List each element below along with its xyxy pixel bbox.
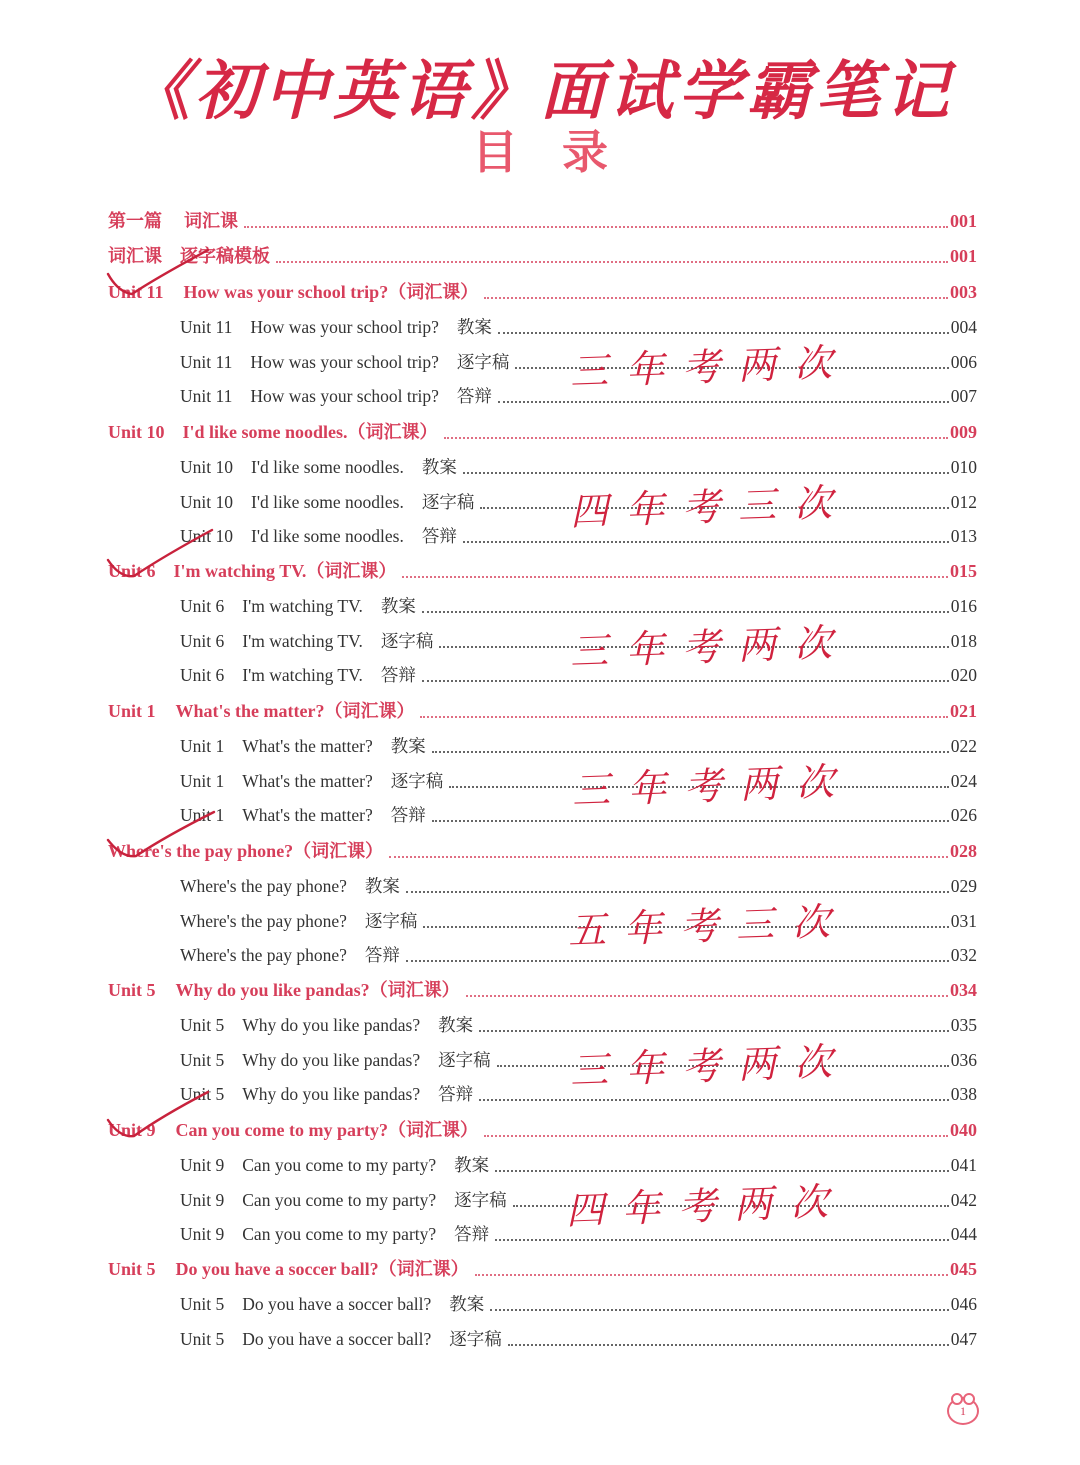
toc-page-number: 012 (950, 492, 977, 512)
toc-unit: Unit 9 (180, 1155, 225, 1175)
toc-title: Why do you like pandas?（词汇课） (175, 980, 460, 1000)
page-number-badge (947, 1397, 979, 1425)
toc-label (180, 906, 417, 936)
dot-leader (432, 819, 949, 822)
toc-title: I'd like some noodles. (251, 457, 404, 477)
toc-section-row[interactable] (108, 1254, 977, 1284)
handwritten-note: 五年考三次 (567, 899, 849, 953)
toc-label (108, 1254, 469, 1284)
toc-kind: 答辩 (456, 386, 492, 406)
badge-ear-icon (963, 1393, 975, 1405)
toc-unit: 第一篇 (108, 211, 162, 231)
dot-leader (498, 331, 949, 334)
toc-unit: Unit 10 (180, 457, 233, 477)
toc-page-number: 045 (950, 1259, 977, 1279)
toc-kind: 逐字稿 (380, 631, 434, 651)
toc-title: Do you have a soccer ball? (242, 1294, 432, 1314)
dot-leader (479, 1029, 949, 1032)
toc-page-number: 001 (950, 211, 977, 231)
toc-page-number: 031 (950, 911, 977, 931)
toc-title: 词汇课 (184, 211, 238, 231)
toc-section-row[interactable] (108, 241, 977, 271)
toc-label (180, 766, 443, 796)
toc-unit: Unit 6 (180, 665, 225, 685)
toc-page-number: 042 (950, 1190, 977, 1210)
toc-unit: Unit 9 (180, 1224, 225, 1244)
toc-kind: 逐字稿 (454, 1190, 507, 1210)
toc-entry-row[interactable] (180, 1150, 977, 1180)
dot-leader (422, 679, 949, 682)
toc-kind: 逐字稿 (456, 352, 510, 372)
handwritten-note: 三年考两次 (569, 620, 851, 674)
toc-unit: Unit 5 (180, 1050, 225, 1070)
toc-title: What's the matter? (242, 805, 373, 825)
toc-page-number: 013 (950, 526, 977, 546)
dot-leader (276, 260, 948, 263)
toc-page-number: 003 (950, 282, 977, 302)
toc-label (108, 417, 438, 447)
handwritten-note: 三年考两次 (569, 1039, 851, 1093)
toc-entry-row[interactable] (180, 731, 977, 761)
toc-page-number: 024 (950, 771, 977, 791)
page-number: 1 (960, 1404, 966, 1418)
toc-unit: Unit 1 (180, 771, 225, 791)
toc-unit: Unit 5 (180, 1294, 225, 1314)
dot-leader (466, 994, 948, 997)
toc-kind: 答辩 (364, 945, 400, 965)
handwritten-note: 三年考两次 (571, 759, 853, 813)
toc-page-number: 046 (950, 1294, 977, 1314)
toc-kind: 答辩 (421, 526, 457, 546)
toc-entry-row[interactable] (180, 1010, 977, 1040)
toc-title: What's the matter? (242, 736, 373, 756)
toc-unit: Unit 6 (108, 561, 156, 581)
toc-page-number: 034 (950, 980, 977, 1000)
toc-unit: Unit 5 (180, 1329, 225, 1349)
toc-page-number: 044 (950, 1224, 977, 1244)
toc-unit: Unit 11 (180, 386, 233, 406)
dot-leader (484, 1134, 948, 1137)
toc-label (180, 347, 509, 377)
toc-section-row[interactable] (108, 696, 977, 726)
toc-label (180, 1150, 489, 1180)
toc-title: How was your school trip? (250, 317, 439, 337)
checkmark-icon (104, 1090, 224, 1140)
toc-unit: Unit 5 (108, 980, 156, 1000)
toc-section-row[interactable] (108, 417, 977, 447)
toc-kind: 答辩 (380, 665, 416, 685)
toc-kind: 教案 (454, 1155, 490, 1175)
page-title: 《初中英语》面试学霸笔记 (126, 55, 954, 129)
toc-label (180, 626, 433, 656)
dot-leader (444, 436, 948, 439)
toc-title: I'd like some noodles. (251, 526, 404, 546)
badge-ear-icon (951, 1393, 963, 1405)
toc-title: Can you come to my party?（词汇课） (175, 1120, 478, 1140)
toc-page-number: 029 (950, 876, 977, 896)
toc-entry-row[interactable] (180, 312, 977, 342)
toc-section-row[interactable] (108, 836, 977, 866)
dot-leader (406, 959, 949, 962)
checkmark-icon (104, 248, 224, 298)
toc-unit: Unit 10 (108, 422, 165, 442)
toc-kind: 逐字稿 (421, 492, 475, 512)
toc-title: Where's the pay phone? (180, 911, 347, 931)
toc-page-number: 004 (950, 317, 977, 337)
toc-label (180, 731, 426, 761)
toc-title: Can you come to my party? (242, 1190, 437, 1210)
toc-page-number: 018 (950, 631, 977, 651)
toc-label (180, 1045, 491, 1075)
toc-label (180, 1010, 473, 1040)
toc-title: Do you have a soccer ball? (242, 1329, 432, 1349)
toc-label (180, 1219, 489, 1249)
toc-page-number: 015 (950, 561, 977, 581)
toc-entry-row[interactable] (180, 1324, 977, 1354)
toc-label (108, 696, 414, 726)
toc-unit: 词汇课 (108, 246, 162, 266)
toc-page-number: 010 (950, 457, 977, 477)
toc-section-row[interactable] (108, 206, 977, 236)
toc-kind: 教案 (364, 876, 400, 896)
dot-leader (406, 890, 949, 893)
toc-title: Do you have a soccer ball?（词汇课） (175, 1259, 469, 1279)
toc-label (180, 1324, 502, 1354)
dot-leader (490, 1308, 948, 1311)
handwritten-note: 四年考三次 (569, 480, 851, 534)
toc-label (180, 452, 457, 482)
toc-title: How was your school trip?（词汇课） (183, 282, 479, 302)
toc-page-number: 036 (950, 1050, 977, 1070)
toc-entry-row[interactable] (180, 591, 977, 621)
toc-page-number: 016 (950, 596, 977, 616)
toc-kind: 教案 (449, 1294, 485, 1314)
toc-unit: Unit 6 (180, 596, 225, 616)
toc-label (180, 312, 492, 342)
toc-label (180, 591, 416, 621)
dot-leader (484, 296, 948, 299)
toc-section-row[interactable] (108, 277, 977, 307)
toc-unit: Unit 11 (180, 317, 233, 337)
dot-leader (495, 1169, 949, 1172)
toc-unit: Unit 5 (108, 1259, 156, 1279)
toc-title: I'm watching TV. (242, 665, 363, 685)
toc-label (108, 975, 460, 1005)
toc-title: I'm watching TV. (242, 631, 363, 651)
toc-kind: 教案 (380, 596, 416, 616)
toc-label (180, 381, 492, 411)
toc-label (180, 1289, 484, 1319)
toc-kind: 逐字稿 (390, 771, 444, 791)
toc-title: I'd like some noodles.（词汇课） (182, 422, 438, 442)
toc-section-row[interactable] (108, 1115, 977, 1145)
toc-unit: Unit 5 (180, 1084, 225, 1104)
handwritten-note: 四年考两次 (565, 1179, 847, 1233)
toc-section-row[interactable] (108, 556, 977, 586)
toc-title: Where's the pay phone?（词汇课） (108, 841, 384, 861)
toc-title: Why do you like pandas? (242, 1050, 421, 1070)
toc-label (180, 871, 400, 901)
dot-leader (475, 1273, 948, 1276)
toc-title: Where's the pay phone? (180, 945, 347, 965)
toc-label (180, 487, 474, 517)
toc-page-number: 026 (950, 805, 977, 825)
dot-leader (479, 1098, 949, 1101)
toc-unit: Unit 9 (180, 1190, 225, 1210)
toc-page-number: 028 (950, 841, 977, 861)
dot-leader (508, 1343, 949, 1346)
toc-title: Can you come to my party? (242, 1155, 437, 1175)
toc-label (108, 206, 238, 236)
checkmark-icon (104, 528, 224, 578)
toc-unit: Unit 10 (180, 492, 233, 512)
toc-title: 逐字稿模板 (180, 246, 270, 266)
toc-page-number: 035 (950, 1015, 977, 1035)
toc-kind: 逐字稿 (449, 1329, 502, 1349)
toc-page-number: 041 (950, 1155, 977, 1175)
dot-leader (244, 225, 948, 228)
toc-label (180, 660, 416, 690)
dot-leader (498, 400, 949, 403)
toc-kind: 逐字稿 (438, 1050, 491, 1070)
toc-kind: 答辩 (390, 805, 426, 825)
toc-page-number: 001 (950, 246, 977, 266)
toc-page-number: 038 (950, 1084, 977, 1104)
toc-title: Where's the pay phone? (180, 876, 347, 896)
dot-leader (389, 855, 948, 858)
toc-kind: 教案 (390, 736, 426, 756)
toc-title: Why do you like pandas? (242, 1015, 421, 1035)
toc-page-number: 007 (950, 386, 977, 406)
dot-leader (495, 1238, 949, 1241)
toc-title: Why do you like pandas? (242, 1084, 421, 1104)
toc-kind: 教案 (456, 317, 492, 337)
toc-page-number: 032 (950, 945, 977, 965)
toc-label (180, 1185, 507, 1215)
dot-leader (463, 471, 949, 474)
toc-entry-row[interactable] (180, 1289, 977, 1319)
toc-page-number: 009 (950, 422, 977, 442)
toc-unit: Unit 1 (108, 701, 156, 721)
toc-title: I'm watching TV.（词汇课） (173, 561, 397, 581)
toc-entry-row[interactable] (180, 871, 977, 901)
toc-unit: Unit 11 (108, 282, 164, 302)
toc-page-number: 020 (950, 665, 977, 685)
toc-unit: Unit 6 (180, 631, 225, 651)
toc-title: What's the matter?（词汇课） (175, 701, 415, 721)
toc-unit: Unit 10 (180, 526, 233, 546)
toc-page-number: 022 (950, 736, 977, 756)
toc-heading: 目录 (472, 125, 652, 179)
handwritten-note: 三年考两次 (569, 340, 851, 394)
dot-leader (420, 715, 948, 718)
toc-page-number: 006 (950, 352, 977, 372)
toc-unit: Unit 9 (108, 1120, 156, 1140)
toc-title: Can you come to my party? (242, 1224, 437, 1244)
toc-unit: Unit 5 (180, 1015, 225, 1035)
toc-kind: 答辩 (438, 1084, 474, 1104)
toc-title: How was your school trip? (250, 352, 439, 372)
toc-page-number: 047 (950, 1329, 977, 1349)
toc-section-row[interactable] (108, 975, 977, 1005)
toc-title: What's the matter? (242, 771, 373, 791)
toc-kind: 教案 (421, 457, 457, 477)
toc-kind: 答辩 (454, 1224, 490, 1244)
dot-leader (422, 610, 949, 613)
toc-title: I'm watching TV. (242, 596, 363, 616)
toc-title: I'd like some noodles. (251, 492, 404, 512)
toc-unit: Unit 1 (180, 736, 225, 756)
toc-title: How was your school trip? (250, 386, 439, 406)
toc-page-number: 040 (950, 1120, 977, 1140)
dot-leader (432, 750, 949, 753)
toc-label (180, 940, 400, 970)
toc-page-number: 021 (950, 701, 977, 721)
dot-leader (402, 575, 948, 578)
toc-kind: 逐字稿 (364, 911, 418, 931)
dot-leader (463, 540, 949, 543)
checkmark-icon (104, 810, 224, 860)
toc-unit: Unit 1 (180, 805, 225, 825)
toc-entry-row[interactable] (180, 452, 977, 482)
toc-unit: Unit 11 (180, 352, 233, 372)
toc-kind: 教案 (438, 1015, 474, 1035)
